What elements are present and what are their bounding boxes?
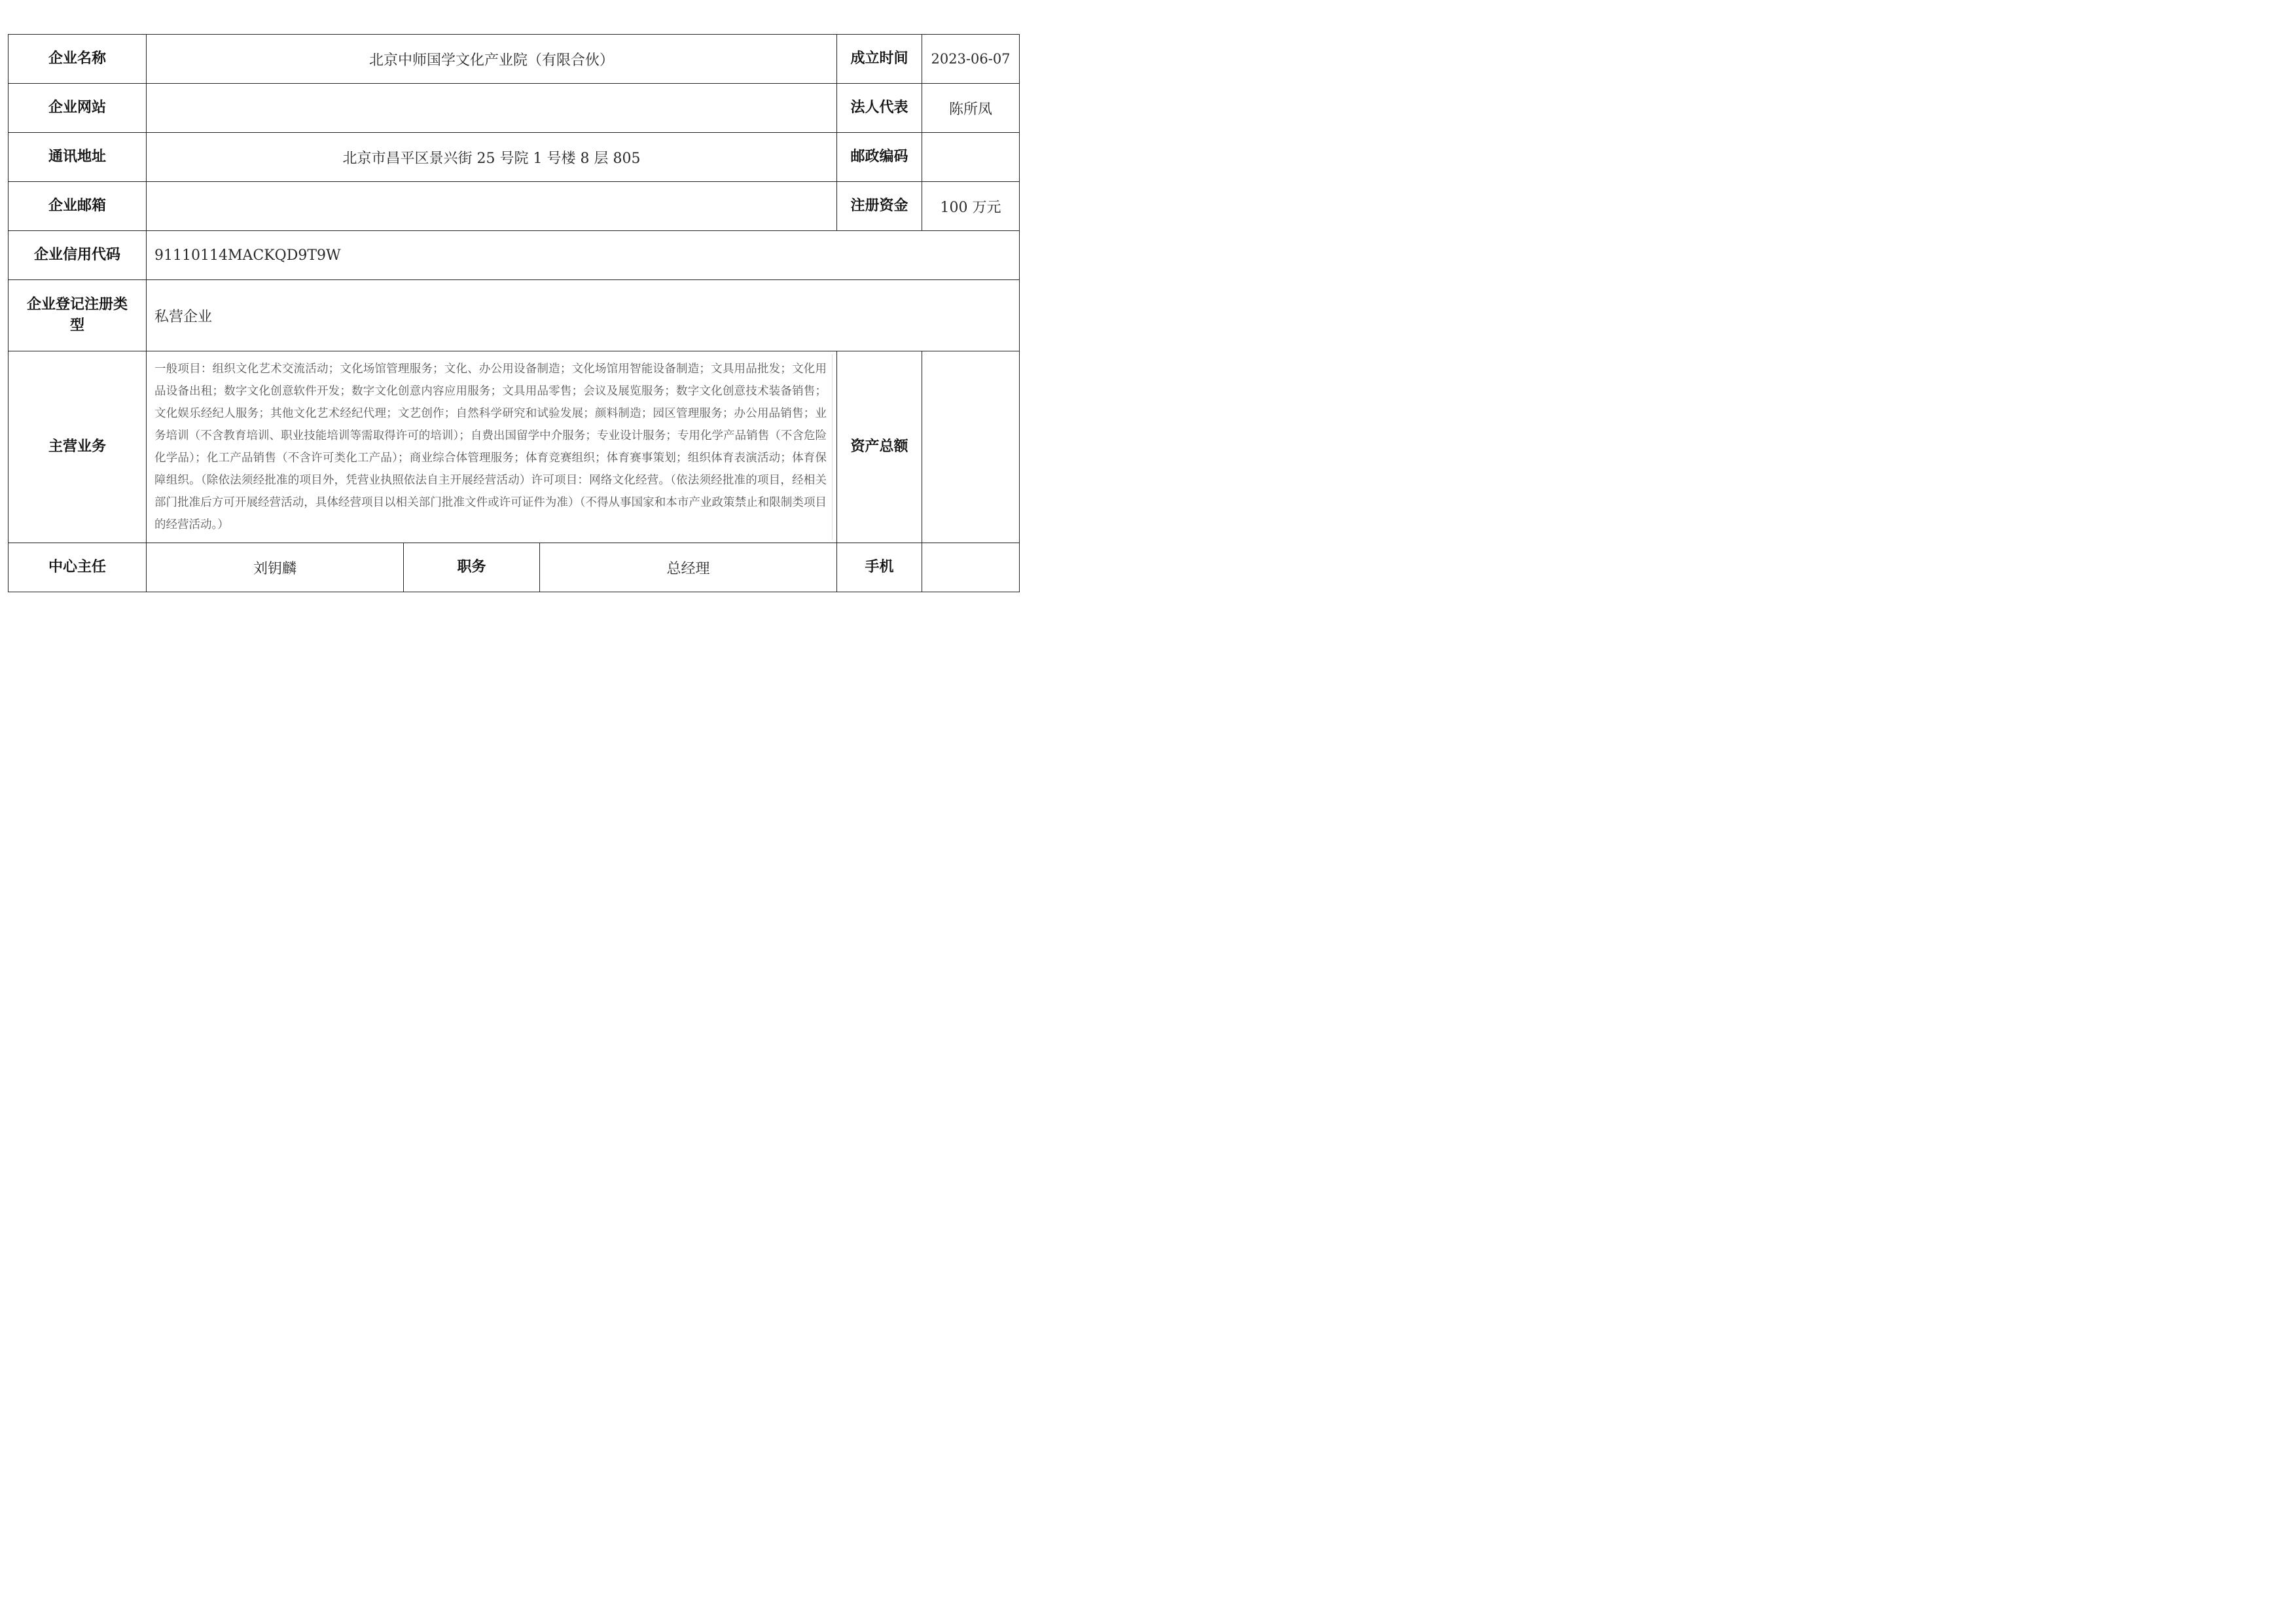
position-label: 职务 (404, 543, 540, 592)
row-registration-type (9, 280, 1020, 351)
credit-code-label: 企业信用代码 (9, 231, 147, 280)
email-value (147, 182, 837, 231)
mobile-value (922, 543, 1020, 592)
address-value: 北京市昌平区景兴街 25 号院 1 号楼 8 层 805 (147, 133, 837, 182)
legal-rep-value: 陈所凤 (922, 84, 1020, 133)
founded-label: 成立时间 (837, 35, 922, 84)
center-director-label: 中心主任 (9, 543, 147, 592)
postcode-label: 邮政编码 (837, 133, 922, 182)
mobile-label: 手机 (837, 543, 922, 592)
website-label: 企业网站 (9, 84, 147, 133)
postcode-value (922, 133, 1020, 182)
position-value: 总经理 (540, 543, 837, 592)
row-address (9, 133, 1020, 182)
founded-value: 2023-06-07 (922, 35, 1020, 84)
center-director-value: 刘钥麟 (147, 543, 404, 592)
total-assets-value (922, 351, 1020, 543)
main-business-label: 主营业务 (9, 351, 147, 543)
row-company-name (9, 35, 1020, 84)
row-email (9, 182, 1020, 231)
total-assets-label: 资产总额 (837, 351, 922, 543)
company-name-label: 企业名称 (9, 35, 147, 84)
registration-type-label: 企业登记注册类型 (9, 280, 147, 351)
email-label: 企业邮箱 (9, 182, 147, 231)
registered-capital-value: 100 万元 (922, 182, 1020, 231)
credit-code-value: 91110114MACKQD9T9W (147, 231, 1020, 280)
address-label: 通讯地址 (9, 133, 147, 182)
row-credit-code (9, 231, 1020, 280)
main-business-text: 一般项目：组织文化艺术交流活动；文化场馆管理服务；文化、办公用设备制造；文化场馆用智能设备制造；文具用品批发；文化用品设备出租；数字文化创意软件开发；数字文化创意内容应用服务；文具用品零售；会议及展览服务；数字文化创意技术装备销售；文化娱乐经纪人服务；其他文化艺术经纪代理；文艺创作；自然科学研究和试验发展；颜料制造；园区管理服务；办公用品销售；业务培训（不含教育培训、职业技能培训等需取得许可的培训）；自费出国留学中介服务；专业设计服务；专用化学产品销售（不含危险化学品）；化工产品销售（不含许可类化工产品）；商业综合体管理服务；体育竞赛组织；体育赛事策划；组织体育表演活动；体育保障组织。（除依法须经批准的项目外，凭营业执照依法自主开展经营活动）许可项目：网络文化经营。（依法须经批准的项目，经相关部门批准后方可开展经营活动，具体经营项目以相关部门批准文件或许可证件为准）（不得从事国家和本市产业政策禁止和限制类项目的经营活动。） (149, 354, 833, 540)
row-main-business (9, 351, 1020, 543)
row-website (9, 84, 1020, 133)
row-center-director (9, 543, 1020, 592)
company-info-table (8, 34, 1020, 592)
website-value (147, 84, 837, 133)
registration-type-value: 私营企业 (147, 280, 1020, 351)
company-name-value: 北京中师国学文化产业院（有限合伙） (147, 35, 837, 84)
registered-capital-label: 注册资金 (837, 182, 922, 231)
main-business-cell (147, 351, 837, 543)
legal-rep-label: 法人代表 (837, 84, 922, 133)
